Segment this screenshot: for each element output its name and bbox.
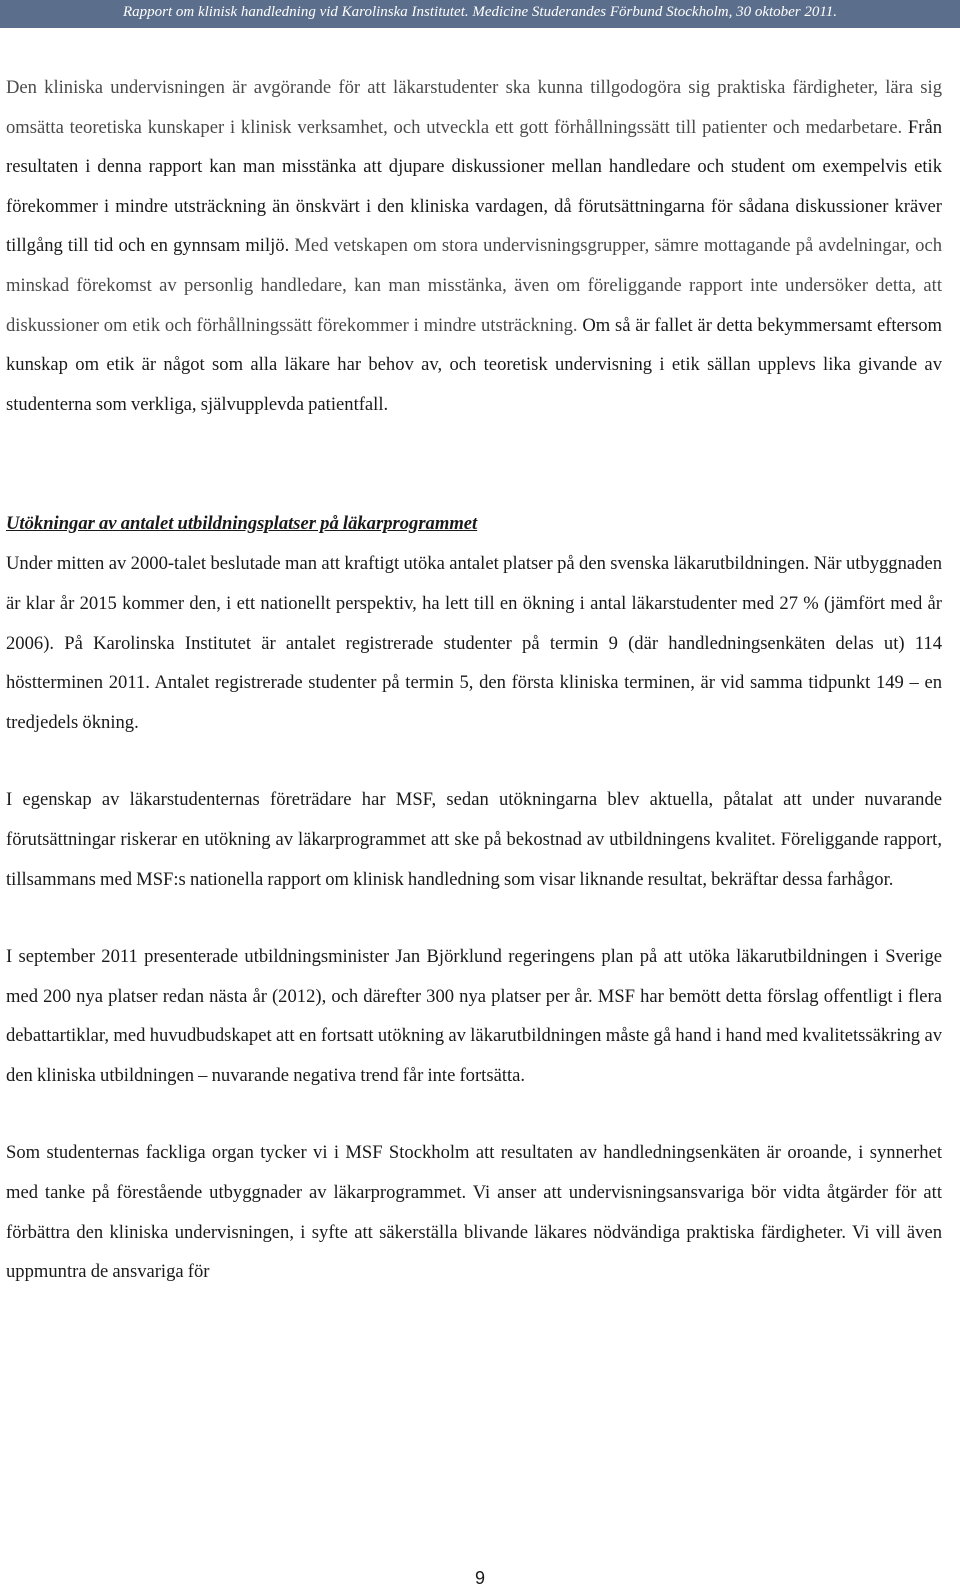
section-heading: Utökningar av antalet utbildningsplatser på läkarprogrammet <box>6 513 478 535</box>
paragraph-1-part-3: Med vetskapen om stora undervisningsgrupper, sämre mottagande på avdelningar, och minskad förekomst av personlig handledare, kan man misstänka, även om föreliggande rapport inte undersöker detta, att diskussioner om etik och förhållningssätt förekommer i mindre utsträckning. <box>6 235 943 336</box>
paragraph-expansion-history: Under mitten av 2000-talet beslutade man att kraftigt utöka antalet platser på den svenska läkarutbildningen. När utbyggnaden är klar år 2015 kommer den, i ett nationellt perspektiv, ha lett till en ökning i antal läkarstudenter med 27 % (jämfört med år 2006). På Karolinska Institutet är antalet registrerade studenter på termin 9 (där handledningsenkäten delas ut) 114 höstterminen 2011. Antalet registrerade studenter på termin 5, den första kliniska terminen, är vid samma tidpunkt 149 – en tredjedels ökning. <box>6 553 942 733</box>
page-header <box>0 0 960 28</box>
paragraph-clinical-education <box>6 68 942 424</box>
paragraph-1-part-4: Om så är fallet är detta bekymmersamt eftersom kunskap om etik är något som alla läkare har behov av, och teoretisk undervisning i etik sällan upplevs lika givande av studenterna som verkliga, självupplevda patientfall. <box>6 314 942 415</box>
paragraph-msf-position: I egenskap av läkarstudenternas företrädare har MSF, sedan utökningarna blev aktuella, påtalat att under nuvarande förutsättningar riskerar en utökning av läkarprogrammet att ske på bekostnad av utbildningens kvalitet. Föreliggande rapport, tillsammans med MSF:s nationella rapport om klinisk handledning som visar liknande resultat, bekräftar dessa farhågor. <box>6 789 942 890</box>
paragraph-msf-stockholm: Som studenternas fackliga organ tycker vi i MSF Stockholm att resultaten av handledningsenkäten är oroande, i synnerhet med tanke på förestående utbyggnader av läkarprogrammet. Vi anser att undervisningsansvariga bör vidta åtgärder för att förbättra den kliniska undervisningen, i syfte att säkerställa blivande läkares nödvändiga praktiska färdigheter. Vi vill även uppmuntra de ansvariga för <box>6 1142 942 1283</box>
document-body <box>6 68 942 1292</box>
page-number: 9 <box>474 1568 485 1588</box>
paragraph-government-plan: I september 2011 presenterade utbildningsminister Jan Björklund regeringens plan på att utöka läkarutbildningen i Sverige med 200 nya platser redan nästa år (2012), och därefter 300 nya platser per år. MSF har bemött detta förslag offentligt i flera debattartiklar, med huvudbudskapet att en fortsatt utökning av läkarutbildningen måste gå hand i hand med kvalitetssäkring av den kliniska utbildningen – nuvarande negativa trend får inte fortsätta. <box>6 946 942 1086</box>
paragraph-1-part-2: Från resultaten i denna rapport kan man misstänka att djupare diskussioner mellan handledare och student om exempelvis etik förekommer i mindre utsträckning än önskvärt i den kliniska vardagen, då förutsättningarna för sådana diskussioner kräver tillgång till tid och en gynnsam miljö. <box>6 116 943 257</box>
header-text: Rapport om klinisk handledning vid Karolinska Institutet. Medicine Studerandes Förbund Stockholm, 30 oktober 2011. <box>122 4 838 20</box>
paragraph-1-part-1: Den kliniska undervisningen är avgörande för att läkarstudenter ska kunna tillgodogöra sig praktiska färdigheter, lära sig omsätta teoretiska kunskaper i klinisk verksamhet, och utveckla ett gott förhållningssätt till patienter och medarbetare. <box>6 77 942 138</box>
